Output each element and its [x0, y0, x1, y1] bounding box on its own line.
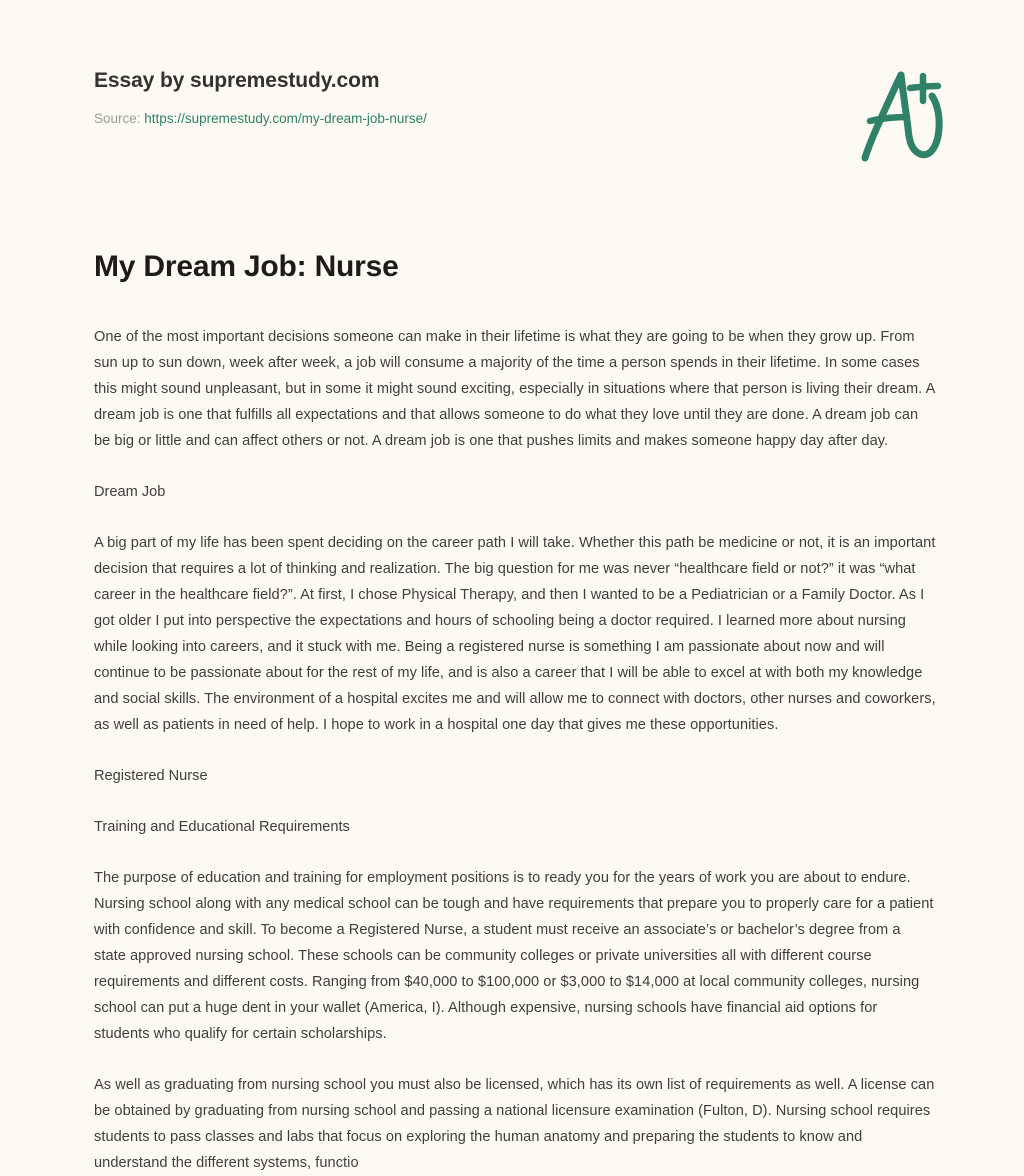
- paragraph-licensing: As well as graduating from nursing school you must also be licensed, which has its own list of requirements as well. A license can be obtained by graduating from nursing school and passing a national licensure examination (Fulton, D). Nursing school requires students to pass classes and labs that focus on exploring the human anatomy and preparing the students to know and understand the different systems, functio: [94, 1076, 935, 1171]
- paragraph-intro: One of the most important decisions someone can make in their lifetime is what they are going to be when they grow up. From sun up to sun down, week after week, a job will consume a majority of the time a person spends in their lifetime. In some cases this might sound unpleasant, but in some it might sound exciting, especially in situations where that person is living their dream. A dream job is one that fulfills all expectations and that allows someone to do what they love until they are done. A dream job can be big or little and can affect others or not. A dream job is one that pushes limits and makes someone happy day after day.: [94, 328, 935, 449]
- heading-registered-nurse: Registered Nurse: [94, 767, 208, 784]
- paragraph-career-path: A big part of my life has been spent deciding on the career path I will take. Whether this path be medicine or not, it is an important decision that requires a lot of thinking and realization. The big question for me was never “healthcare field or not?” it was “what career in the healthcare field?”. At first, I chose Physical Therapy, and then I wanted to be a Pediatrician or a Family Doctor. As I got older I put into perspective the expectations and hours of schooling being a doctor required. I learned more about nursing while looking into careers, and it stuck with me. Being a registered nurse is something I am passionate about now and will continue to be passionate about for the rest of my life, and is also a career that I will be able to excel at with both my knowledge and social skills. The environment of a hospital excites me and will allow me to connect with doctors, other nurses and coworkers, as well as patients in need of help. I hope to work in a hospital one day that gives me these opportunities.: [94, 534, 936, 733]
- page-header: [0, 0, 1024, 200]
- source-label: Source:: [94, 111, 141, 127]
- article-body: [94, 248, 936, 1176]
- heading-training-requirements: Training and Educational Requirements: [94, 818, 350, 835]
- heading-dream-job: Dream Job: [94, 483, 166, 500]
- brand-title: Essay by supremestudy.com: [94, 69, 380, 92]
- source-line: [94, 110, 734, 128]
- source-url-link[interactable]: https://supremestudy.com/my-dream-job-nurse/: [144, 111, 427, 127]
- page-title: My Dream Job: Nurse: [94, 250, 399, 283]
- paragraph-education-training: The purpose of education and training for employment positions is to ready you for the years of work you are about to endure. Nursing school along with any medical school can be tough and have requirements that prepare you to properly care for a patient with confidence and skill. To become a Registered Nurse, a student must receive an associate’s or bachelor’s degree from a state approved nursing school. These schools can be community colleges or private universities all with different course requirements and different costs. Ranging from $40,000 to $100,000 or $3,000 to $14,000 at local community colleges, nursing school can put a huge dent in your wallet (America, I). Although expensive, nursing schools have financial aid options for students who qualify for certain scholarships.: [94, 869, 934, 1042]
- a-plus-logo: [846, 66, 950, 170]
- a-plus-logo-icon: [846, 66, 950, 170]
- brand-block: [94, 68, 734, 128]
